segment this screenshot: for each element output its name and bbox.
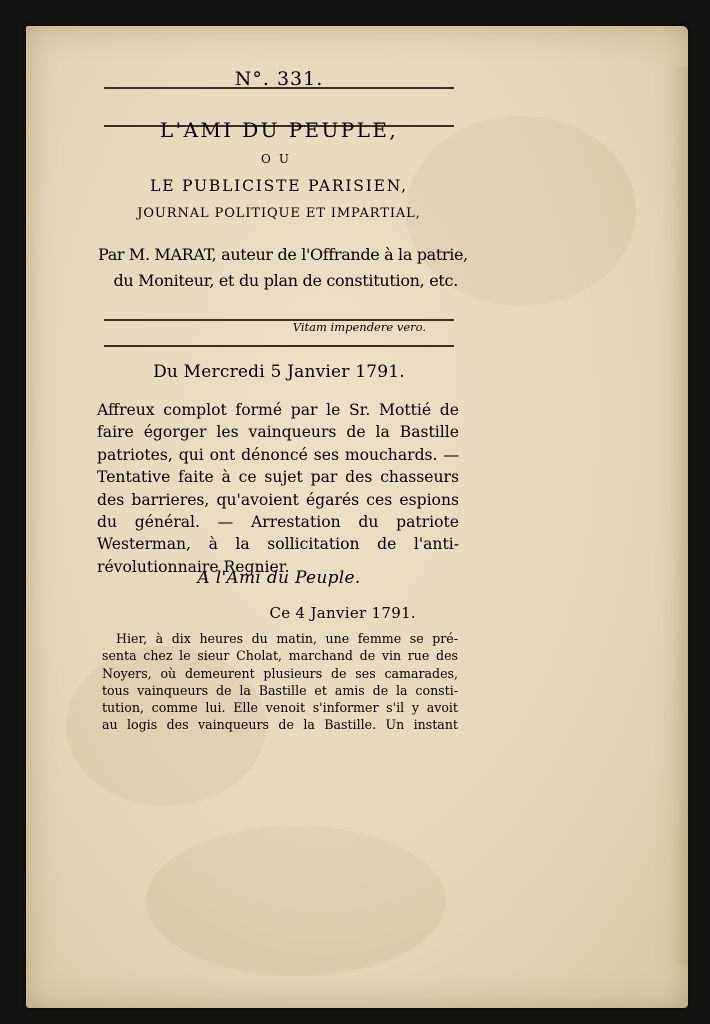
body-line: senta chez le sieur Cholat, marchand de vin rue des xyxy=(102,648,458,664)
body-line: Noyers, où demeurent plusieurs de ses camarades, xyxy=(102,665,458,681)
issue-date: Du Mercredi 5 Janvier 1791. xyxy=(153,362,405,382)
paper-stain xyxy=(146,826,446,976)
motto-rule-bottom xyxy=(104,345,454,347)
article-summary xyxy=(97,399,459,578)
summary-text: Affreux complot formé par le Sr. Mottié de faire égorger les vainqueurs de la Bastille patriotes, qui ont dénoncé ses mouchards. — Tentative faite à ce sujet par des chasseurs des barrieres, qu'avoient égarés ces espions du général. — Arrestation du patriote Westerman, à la sollicitation de l'anti-révolutionnaire Regnier. xyxy=(97,401,459,576)
body-line: tous vainqueurs de la Bastille et amis de la consti- xyxy=(102,682,458,698)
body-line: tution, comme lui. Elle venoit s'informer s'il y avoit xyxy=(102,700,458,716)
motto: Vitam impendere vero. xyxy=(292,320,426,334)
author-line: du Moniteur, et du plan de constitution, etc. xyxy=(113,271,458,290)
newspaper-subtitle: LE PUBLICISTE PARISIEN, xyxy=(150,177,408,195)
author-line: Par M. MARAT, auteur de l'Offrande à la patrie, xyxy=(98,245,468,264)
issue-number: N°. 331. xyxy=(234,68,324,90)
journal-description: JOURNAL POLITIQUE ET IMPARTIAL, xyxy=(137,206,421,221)
letter-address: A l'Ami du Peuple. xyxy=(197,568,361,588)
body-line: au logis des vainqueurs de la Bastille. Un instant xyxy=(102,717,458,733)
letter-date: Ce 4 Janvier 1791. xyxy=(269,604,416,622)
letter-body xyxy=(102,630,458,734)
newspaper-title: L'AMI DU PEUPLE, xyxy=(159,118,399,142)
body-line: Hier, à dix heures du matin, une femme se pré- xyxy=(116,631,458,646)
title-conjunction: OU xyxy=(261,152,297,166)
